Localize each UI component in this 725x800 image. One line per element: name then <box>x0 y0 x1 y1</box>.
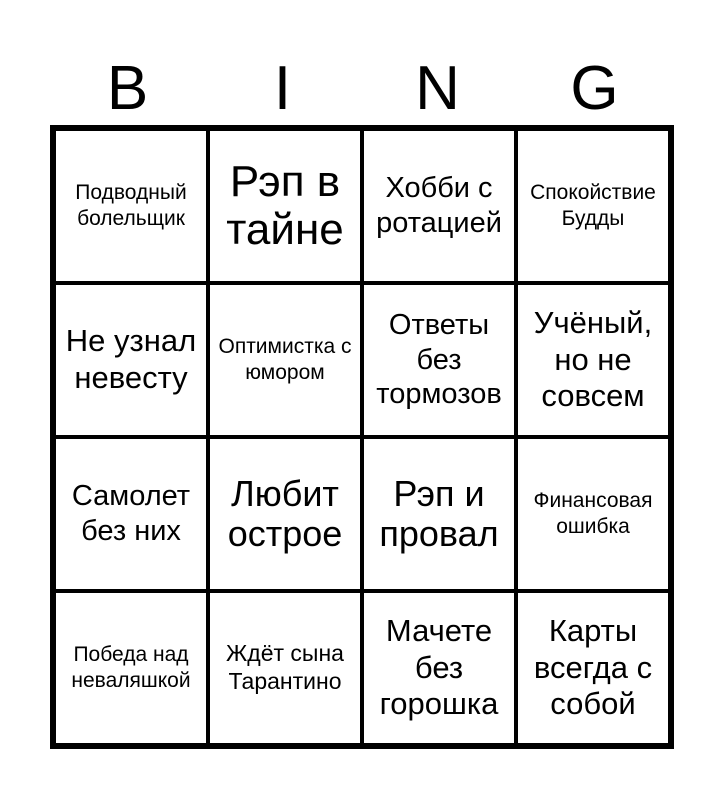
bingo-card-grid <box>50 125 674 749</box>
bingo-cell[interactable] <box>54 437 208 591</box>
cell-text: Карты всегда с собой <box>533 613 653 722</box>
bingo-header <box>50 50 672 128</box>
cell-text: Ответы без тормозов <box>376 308 502 411</box>
header-letter-i: I <box>273 54 292 123</box>
cell-text: Любит острое <box>227 472 343 554</box>
bingo-cell[interactable] <box>516 283 670 437</box>
bingo-cell[interactable] <box>208 129 362 283</box>
bingo-cell[interactable] <box>208 437 362 591</box>
cell-text: Самолет без них <box>71 480 191 547</box>
cell-text: Мачете без горошка <box>379 613 499 722</box>
cell-text: Хобби с ротацией <box>376 172 502 239</box>
cell-text: Рэп в тайне <box>226 157 344 254</box>
bingo-cell[interactable] <box>516 129 670 283</box>
header-letter-g: G <box>570 54 619 123</box>
cell-text: Оптимистка с юмором <box>218 334 352 384</box>
bingo-cell[interactable] <box>54 283 208 437</box>
bingo-cell[interactable] <box>362 129 516 283</box>
cell-text: Подводный болельщик <box>75 180 187 230</box>
bingo-cell[interactable] <box>516 437 670 591</box>
bingo-cell[interactable] <box>362 591 516 745</box>
cell-text: Спокойствие Будды <box>530 180 656 230</box>
bingo-cell[interactable] <box>208 283 362 437</box>
bingo-cell[interactable] <box>516 591 670 745</box>
cell-text: Учёный, но не совсем <box>533 305 653 414</box>
cell-text: Ждёт сына Тарантино <box>226 640 344 694</box>
cell-text: Не узнал невесту <box>65 323 197 395</box>
bingo-cell[interactable] <box>54 591 208 745</box>
cell-text: Рэп и провал <box>379 472 499 554</box>
cell-text: Победа над неваляшкой <box>71 642 191 692</box>
header-letter-b: B <box>106 54 149 123</box>
bingo-cell[interactable] <box>362 283 516 437</box>
cell-text: Финансовая ошибка <box>533 488 653 538</box>
bingo-cell[interactable] <box>208 591 362 745</box>
header-letter-n: N <box>415 54 460 123</box>
bingo-cell[interactable] <box>54 129 208 283</box>
bingo-cell[interactable] <box>362 437 516 591</box>
